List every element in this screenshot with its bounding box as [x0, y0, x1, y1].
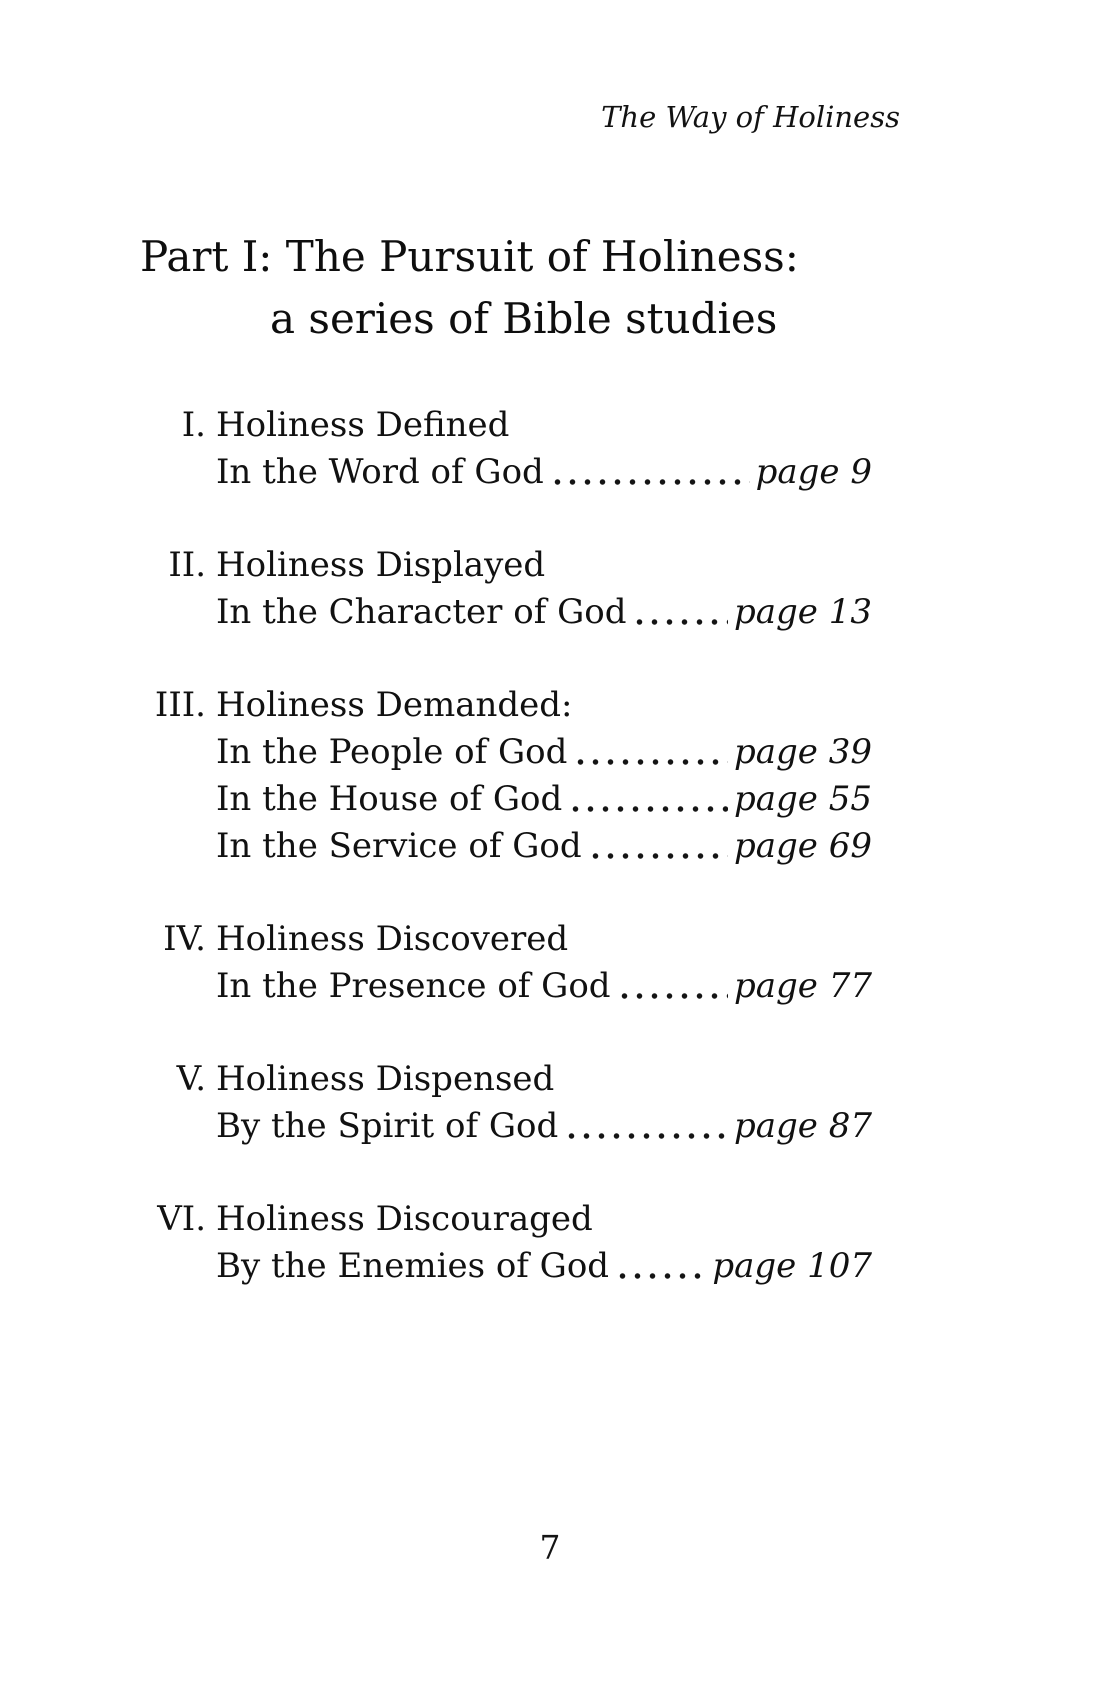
toc-entry-1 — [140, 402, 872, 496]
toc-entry-numeral: II. — [168, 545, 206, 585]
dot-leader — [588, 851, 728, 861]
dot-leader — [617, 991, 728, 1001]
toc-item-page-ref: page 13 — [734, 592, 872, 632]
toc-item-label: In the Presence of God — [216, 966, 611, 1006]
dot-leader — [632, 617, 728, 627]
toc-item — [216, 729, 872, 776]
toc-item-label: By the Spirit of God — [216, 1106, 559, 1146]
dot-leader — [564, 1131, 728, 1141]
toc-item-page-ref: page 69 — [734, 826, 872, 866]
toc-item — [216, 776, 872, 823]
toc-item-page-ref: page 39 — [734, 732, 872, 772]
toc-item — [216, 1103, 872, 1150]
toc-entry-4 — [140, 916, 872, 1010]
toc-item-label: In the People of God — [216, 732, 568, 772]
page-title-line-2: a series of Bible studies — [270, 294, 778, 343]
page-title — [140, 226, 1100, 350]
toc-entry-5 — [140, 1056, 872, 1150]
dot-leader — [615, 1271, 706, 1281]
toc-entry-heading: Holiness Defined — [216, 405, 510, 445]
toc-entry-3 — [140, 682, 872, 870]
toc-item-label: In the Word of God — [216, 452, 544, 492]
toc-entry-heading: Holiness Discouraged — [216, 1199, 593, 1239]
page-title-line-1: Part I: The Pursuit of Holiness: — [140, 232, 799, 281]
toc-item — [216, 823, 872, 870]
dot-leader — [573, 757, 728, 767]
toc-item-label: By the Enemies of God — [216, 1246, 610, 1286]
toc-entry-numeral: V. — [176, 1059, 206, 1099]
toc-entry-heading: Holiness Discovered — [216, 919, 569, 959]
toc-item-page-ref: page 9 — [755, 452, 872, 492]
dot-leader — [550, 477, 750, 487]
toc-entry-2 — [140, 542, 872, 636]
toc-item-page-ref: page 107 — [712, 1246, 872, 1286]
page-number: 7 — [539, 1528, 561, 1567]
toc-item — [216, 449, 872, 496]
toc-entry-numeral: IV. — [163, 919, 206, 959]
toc-entry-numeral: I. — [181, 405, 206, 445]
toc-item-page-ref: page 55 — [734, 779, 872, 819]
toc-item-label: In the House of God — [216, 779, 563, 819]
toc-item-label: In the Character of God — [216, 592, 627, 632]
toc-item — [216, 963, 872, 1010]
toc-item — [216, 589, 872, 636]
toc-entry-heading: Holiness Demanded: — [216, 685, 573, 725]
toc-item-label: In the Service of God — [216, 826, 582, 866]
toc-item — [216, 1243, 872, 1290]
running-header: The Way of Holiness — [601, 100, 900, 134]
table-of-contents — [140, 402, 872, 1290]
toc-entry-heading: Holiness Displayed — [216, 545, 546, 585]
toc-item-page-ref: page 87 — [734, 1106, 872, 1146]
toc-item-page-ref: page 77 — [734, 966, 872, 1006]
dot-leader — [568, 804, 728, 814]
toc-entry-6 — [140, 1196, 872, 1290]
toc-entry-numeral: III. — [154, 685, 206, 725]
toc-entry-numeral: VI. — [157, 1199, 206, 1239]
toc-entry-heading: Holiness Dispensed — [216, 1059, 555, 1099]
